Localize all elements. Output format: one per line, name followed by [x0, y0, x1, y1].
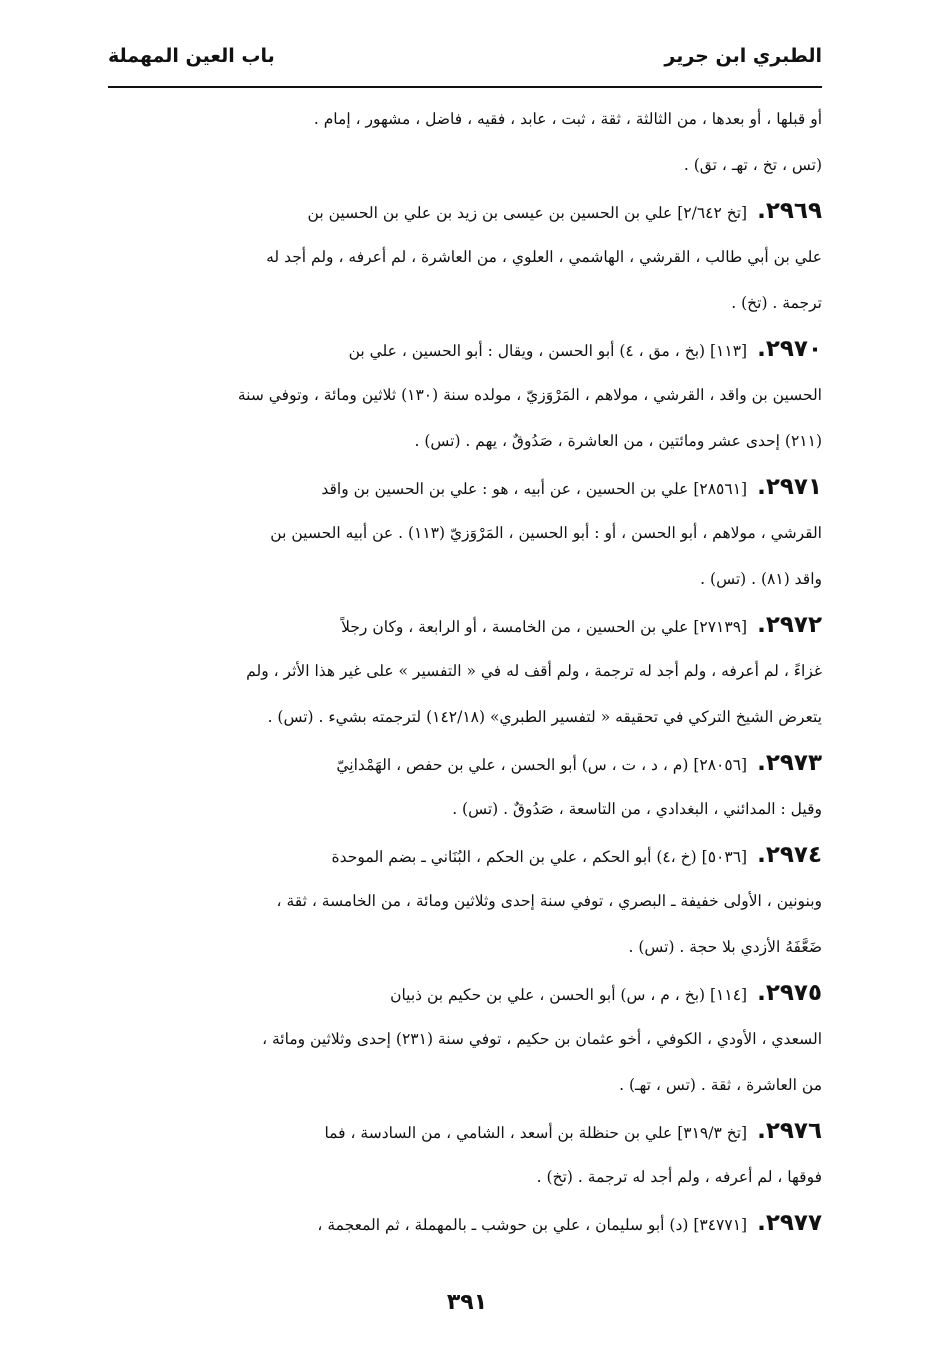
text-body	[108, 96, 822, 1246]
line-text: واقد (٨١) . (تس) .	[700, 570, 822, 588]
line-text: أو قبلها ، أو بعدها ، من الثالثة ، ثقة ، ثبت ، عابد ، فقيه ، فاضل ، مشهور ، إمام .	[313, 110, 822, 128]
text-line	[108, 464, 822, 510]
text-line	[108, 326, 822, 372]
line-text: يتعرض الشيخ التركي في تحقيقه « لتفسير الطبري» (١٤٢/١٨) لترجمته بشيء . (تس) .	[267, 708, 822, 726]
line-text: [٥٠٣٦] (خ ،٤) أبو الحكم ، علي بن الحكم ، البُنَاني ـ بضم الموحدة	[331, 848, 748, 866]
line-text: (٢١١) إحدى عشر ومائتين ، من العاشرة ، صَدُوقٌ ، يهم . (تس) .	[414, 432, 822, 450]
text-line	[108, 694, 822, 740]
line-text: [٢٨٠٥٦] (م ، د ، ت ، س) أبو الحسن ، علي بن حفص ، الهَمْدانِيّ	[336, 756, 748, 774]
line-text: الحسين بن واقد ، القرشي ، مولاهم ، المَرْوَزيّ ، مولده سنة (١٣٠) ثلاثين ومائة ، وتوفي سنة	[237, 386, 822, 404]
header-left-title: باب العين المهملة	[108, 45, 275, 67]
header-right-title: الطبري ابن جرير	[664, 45, 822, 67]
entry-number: ٢٩٦٩.	[757, 198, 822, 224]
entry-number: ٢٩٧٣.	[757, 750, 822, 776]
text-line	[108, 740, 822, 786]
line-text: القرشي ، مولاهم ، أبو الحسن ، أو : أبو الحسين ، المَرْوَزيّ (١١٣) . عن أبيه الحسين بن	[270, 524, 822, 542]
text-line	[108, 648, 822, 694]
text-line	[108, 970, 822, 1016]
line-text: [١١٤] (بخ ، م ، س) أبو الحسن ، علي بن حكيم بن ذبيان	[390, 986, 748, 1004]
text-line	[108, 878, 822, 924]
line-text: فوقها ، لم أعرفه ، ولم أجد له ترجمة . (تخ) .	[536, 1168, 822, 1186]
text-line	[108, 1016, 822, 1062]
line-text: [٣٤٧٧١] (د) أبو سليمان ، علي بن حوشب ـ بالمهملة ، ثم المعجمة ،	[317, 1216, 748, 1234]
line-text: ضَعَّفَهُ الأزدي بلا حجة . (تس) .	[628, 938, 822, 956]
entry-number: ٢٩٧٤.	[757, 842, 822, 868]
line-text: [تخ ٣١٩/٣] علي بن حنظلة بن أسعد ، الشامي ، من السادسة ، فما	[324, 1124, 748, 1142]
running-header	[108, 38, 822, 74]
line-text: ترجمة . (تخ) .	[731, 294, 822, 312]
line-text: علي بن أبي طالب ، القرشي ، الهاشمي ، العلوي ، من العاشرة ، لم أعرفه ، ولم أجد له	[266, 248, 822, 266]
text-line	[108, 602, 822, 648]
entry-number: ٢٩٧٧.	[757, 1210, 822, 1236]
text-line	[108, 1154, 822, 1200]
entry-number: ٢٩٧٥.	[757, 980, 822, 1006]
text-line	[108, 372, 822, 418]
text-line	[108, 832, 822, 878]
line-text: [تخ ٢/٦٤٢] علي بن الحسين بن عيسى بن زيد بن علي بن الحسين بن	[307, 204, 748, 222]
entry-number: ٢٩٧٢.	[757, 612, 822, 638]
line-text: وقيل : المدائني ، البغدادي ، من التاسعة ، صَدُوقٌ . (تس) .	[452, 800, 822, 818]
text-line	[108, 1108, 822, 1154]
entry-number: ٢٩٧٦.	[757, 1118, 822, 1144]
line-text: (تس ، تخ ، تهـ ، تق) .	[683, 156, 822, 174]
text-line	[108, 280, 822, 326]
entry-number: ٢٩٧٠.	[757, 336, 822, 362]
entry-number: ٢٩٧١.	[757, 474, 822, 500]
text-line	[108, 234, 822, 280]
line-text: من العاشرة ، ثقة . (تس ، تهـ) .	[619, 1076, 822, 1094]
text-line	[108, 924, 822, 970]
line-text: غزاءً ، لم أعرفه ، ولم أجد له ترجمة ، ولم أقف له في « التفسير » على غير هذا الأثر ، ولم	[246, 662, 822, 680]
text-line	[108, 188, 822, 234]
text-line	[108, 786, 822, 832]
line-text: السعدي ، الأودي ، الكوفي ، أخو عثمان بن حكيم ، توفي سنة (٢٣١) إحدى وثلاثين ومائة ،	[262, 1030, 822, 1048]
line-text: [٢٧١٣٩] علي بن الحسين ، من الخامسة ، أو الرابعة ، وكان رجلاً	[341, 618, 748, 636]
text-line	[108, 1200, 822, 1246]
line-text: [٢٨٥٦١] علي بن الحسين ، عن أبيه ، هو : علي بن الحسين بن واقد	[321, 480, 748, 498]
text-line	[108, 96, 822, 142]
line-text: [١١٣] (بخ ، مق ، ٤) أبو الحسن ، ويقال : أبو الحسين ، علي بن	[348, 342, 748, 360]
header-rule	[108, 86, 822, 88]
text-line	[108, 142, 822, 188]
text-line	[108, 510, 822, 556]
line-text: وبنونين ، الأولى خفيفة ـ البصري ، توفي سنة إحدى وثلاثين ومائة ، من الخامسة ، ثقة ،	[276, 892, 822, 910]
page-number: ٣٩١	[446, 1290, 488, 1315]
text-line	[108, 1062, 822, 1108]
text-line	[108, 556, 822, 602]
text-line	[108, 418, 822, 464]
